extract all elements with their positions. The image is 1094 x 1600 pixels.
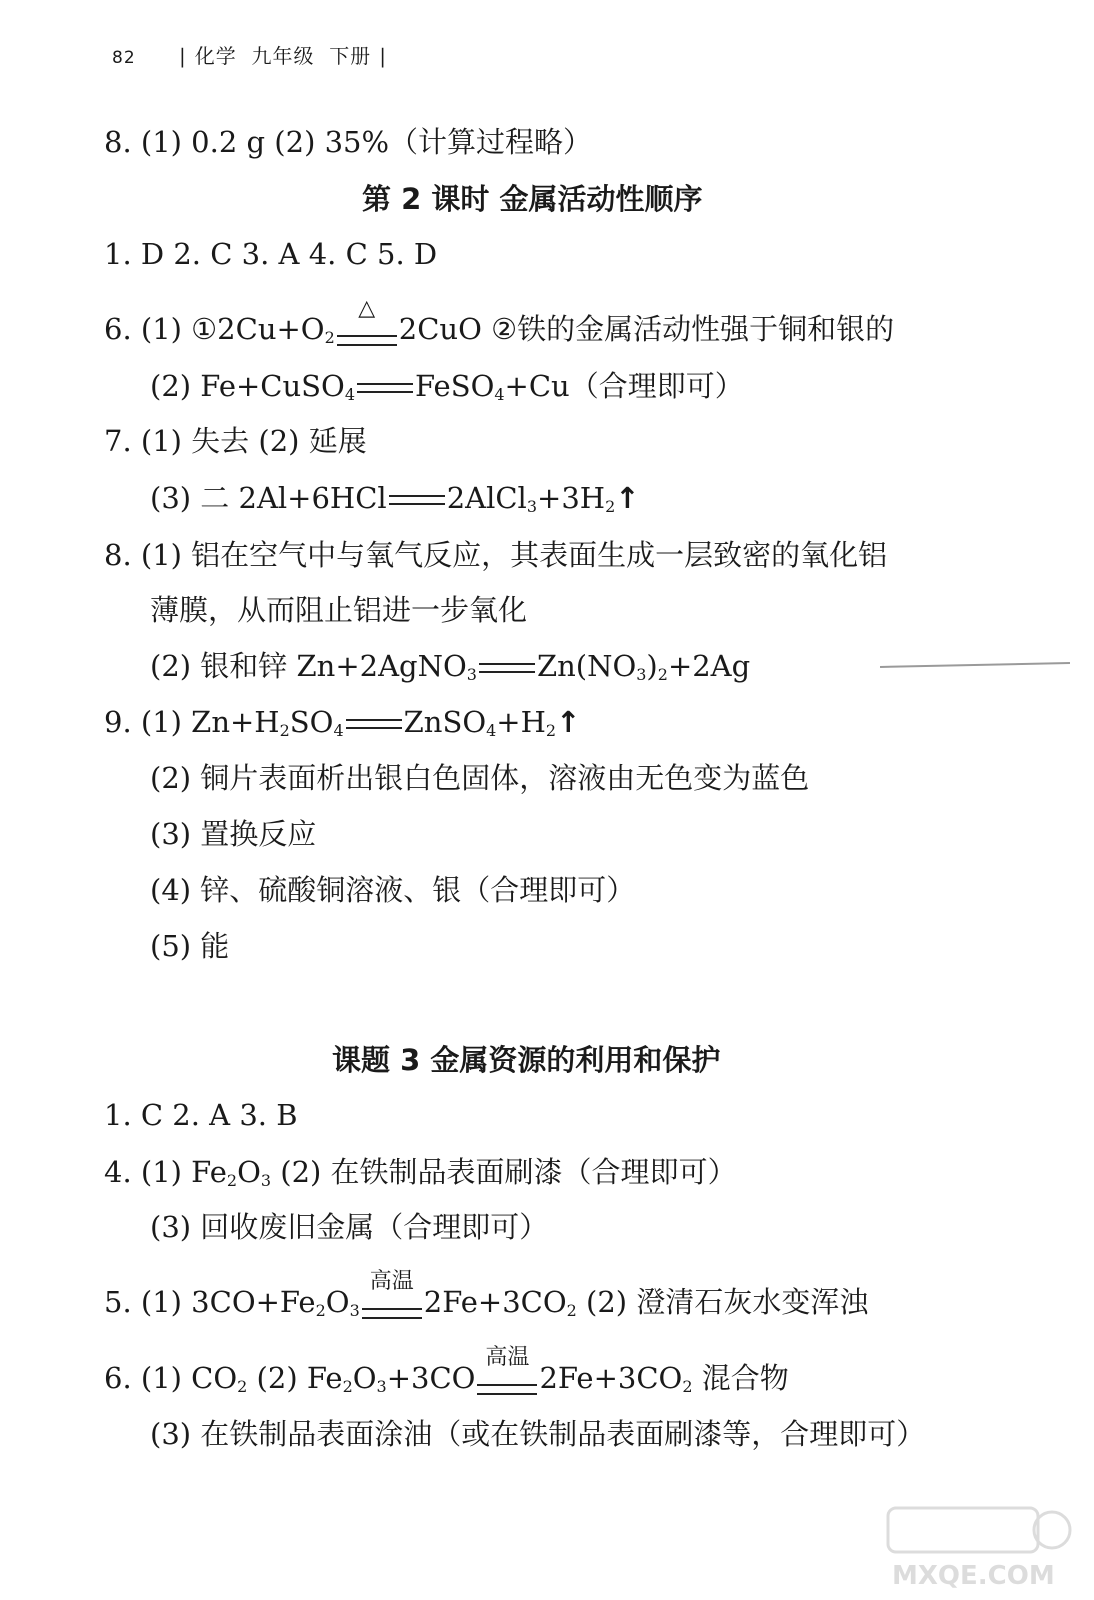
high-temp-condition: 高温 — [360, 1291, 424, 1331]
answer-6-1b: 6. (1) $CO_2$ (2) $Fe_2O_3+3CO$ 高温 $2Fe+3CO_2$ 混合物 — [104, 1358, 789, 1407]
heat-condition: △ — [335, 318, 399, 358]
answer-6-1: 6. (1) $①2Cu+O_2$ △ 2CuO ②铁的金属活动性强于铜和银的 — [104, 309, 894, 358]
answer-7-3: (3) 二 2Al+6HCl $2AlCl_3+3H_2↑$ — [150, 481, 640, 516]
watermark-text: MXQE.COM — [892, 1561, 1055, 1591]
answer-8-1: 8. (1) 铝在空气中与氧气反应，其表面生成一层致密的氧化铝 — [104, 538, 888, 572]
grade: 九年级 — [251, 44, 315, 68]
gas-arrow-icon: ↑ — [556, 705, 581, 739]
answer-4-3: (3) 回收废旧金属（合理即可） — [150, 1210, 549, 1244]
page-header: 82 | 化学 九年级 下册 | — [112, 44, 387, 68]
watermark-logo — [884, 1502, 1074, 1592]
answer-9-4: (4) 锌、硫酸铜溶液、银（合理即可） — [150, 873, 636, 907]
answer-9-5: (5) 能 — [150, 929, 230, 963]
answer-8-prev: 8. (1) 0.2 g (2) 35%（计算过程略） — [104, 125, 593, 159]
answer-4-1: 4. (1) $Fe_2O_3$ (2) 在铁制品表面刷漆（合理即可） — [104, 1155, 737, 1190]
answers-1-3: 1. C 2. A 3. B — [104, 1098, 298, 1132]
answer-8-2: (2) 银和锌 Zn+2AgNO$_3$ $Zn(NO_3)_2+2Ag$ — [150, 649, 751, 684]
subject: 化学 — [194, 44, 237, 68]
answers-1-5: 1. D 2. C 3. A 4. C 5. D — [104, 237, 438, 271]
high-temp-condition: 高温 — [475, 1367, 539, 1407]
pencil-mark — [880, 662, 1070, 668]
answer-6-2: (2) Fe+CuSO$_4$ FeSO$_4$+Cu（合理即可） — [150, 369, 744, 404]
answer-7-1: 7. (1) 失去 (2) 延展 — [104, 424, 367, 458]
section-heading-resources: 课题 3 金属资源的利用和保护 — [332, 1043, 721, 1077]
section-heading-activity: 第 2 课时 金属活动性顺序 — [362, 182, 703, 216]
answer-5: 5. (1) $3CO+Fe_2O_3$ 高温 $2Fe+3CO_2$ (2) 澄清石灰水变浑浊 — [104, 1282, 868, 1331]
answer-9-3: (3) 置换反应 — [150, 817, 317, 851]
answer-6-3: (3) 在铁制品表面涂油（或在铁制品表面刷漆等，合理即可） — [150, 1417, 926, 1451]
volume: 下册 — [329, 44, 372, 68]
gas-arrow-icon: ↑ — [615, 481, 640, 515]
answer-9-2: (2) 铜片表面析出银白色固体，溶液由无色变为蓝色 — [150, 761, 810, 795]
answer-8-1-cont: 薄膜，从而阻止铝进一步氧化 — [150, 593, 528, 627]
answer-9-1: 9. (1) $Zn+H_2SO_4$ $ZnSO_4+H_2↑$ — [104, 705, 581, 740]
page-number: 82 — [112, 48, 136, 68]
